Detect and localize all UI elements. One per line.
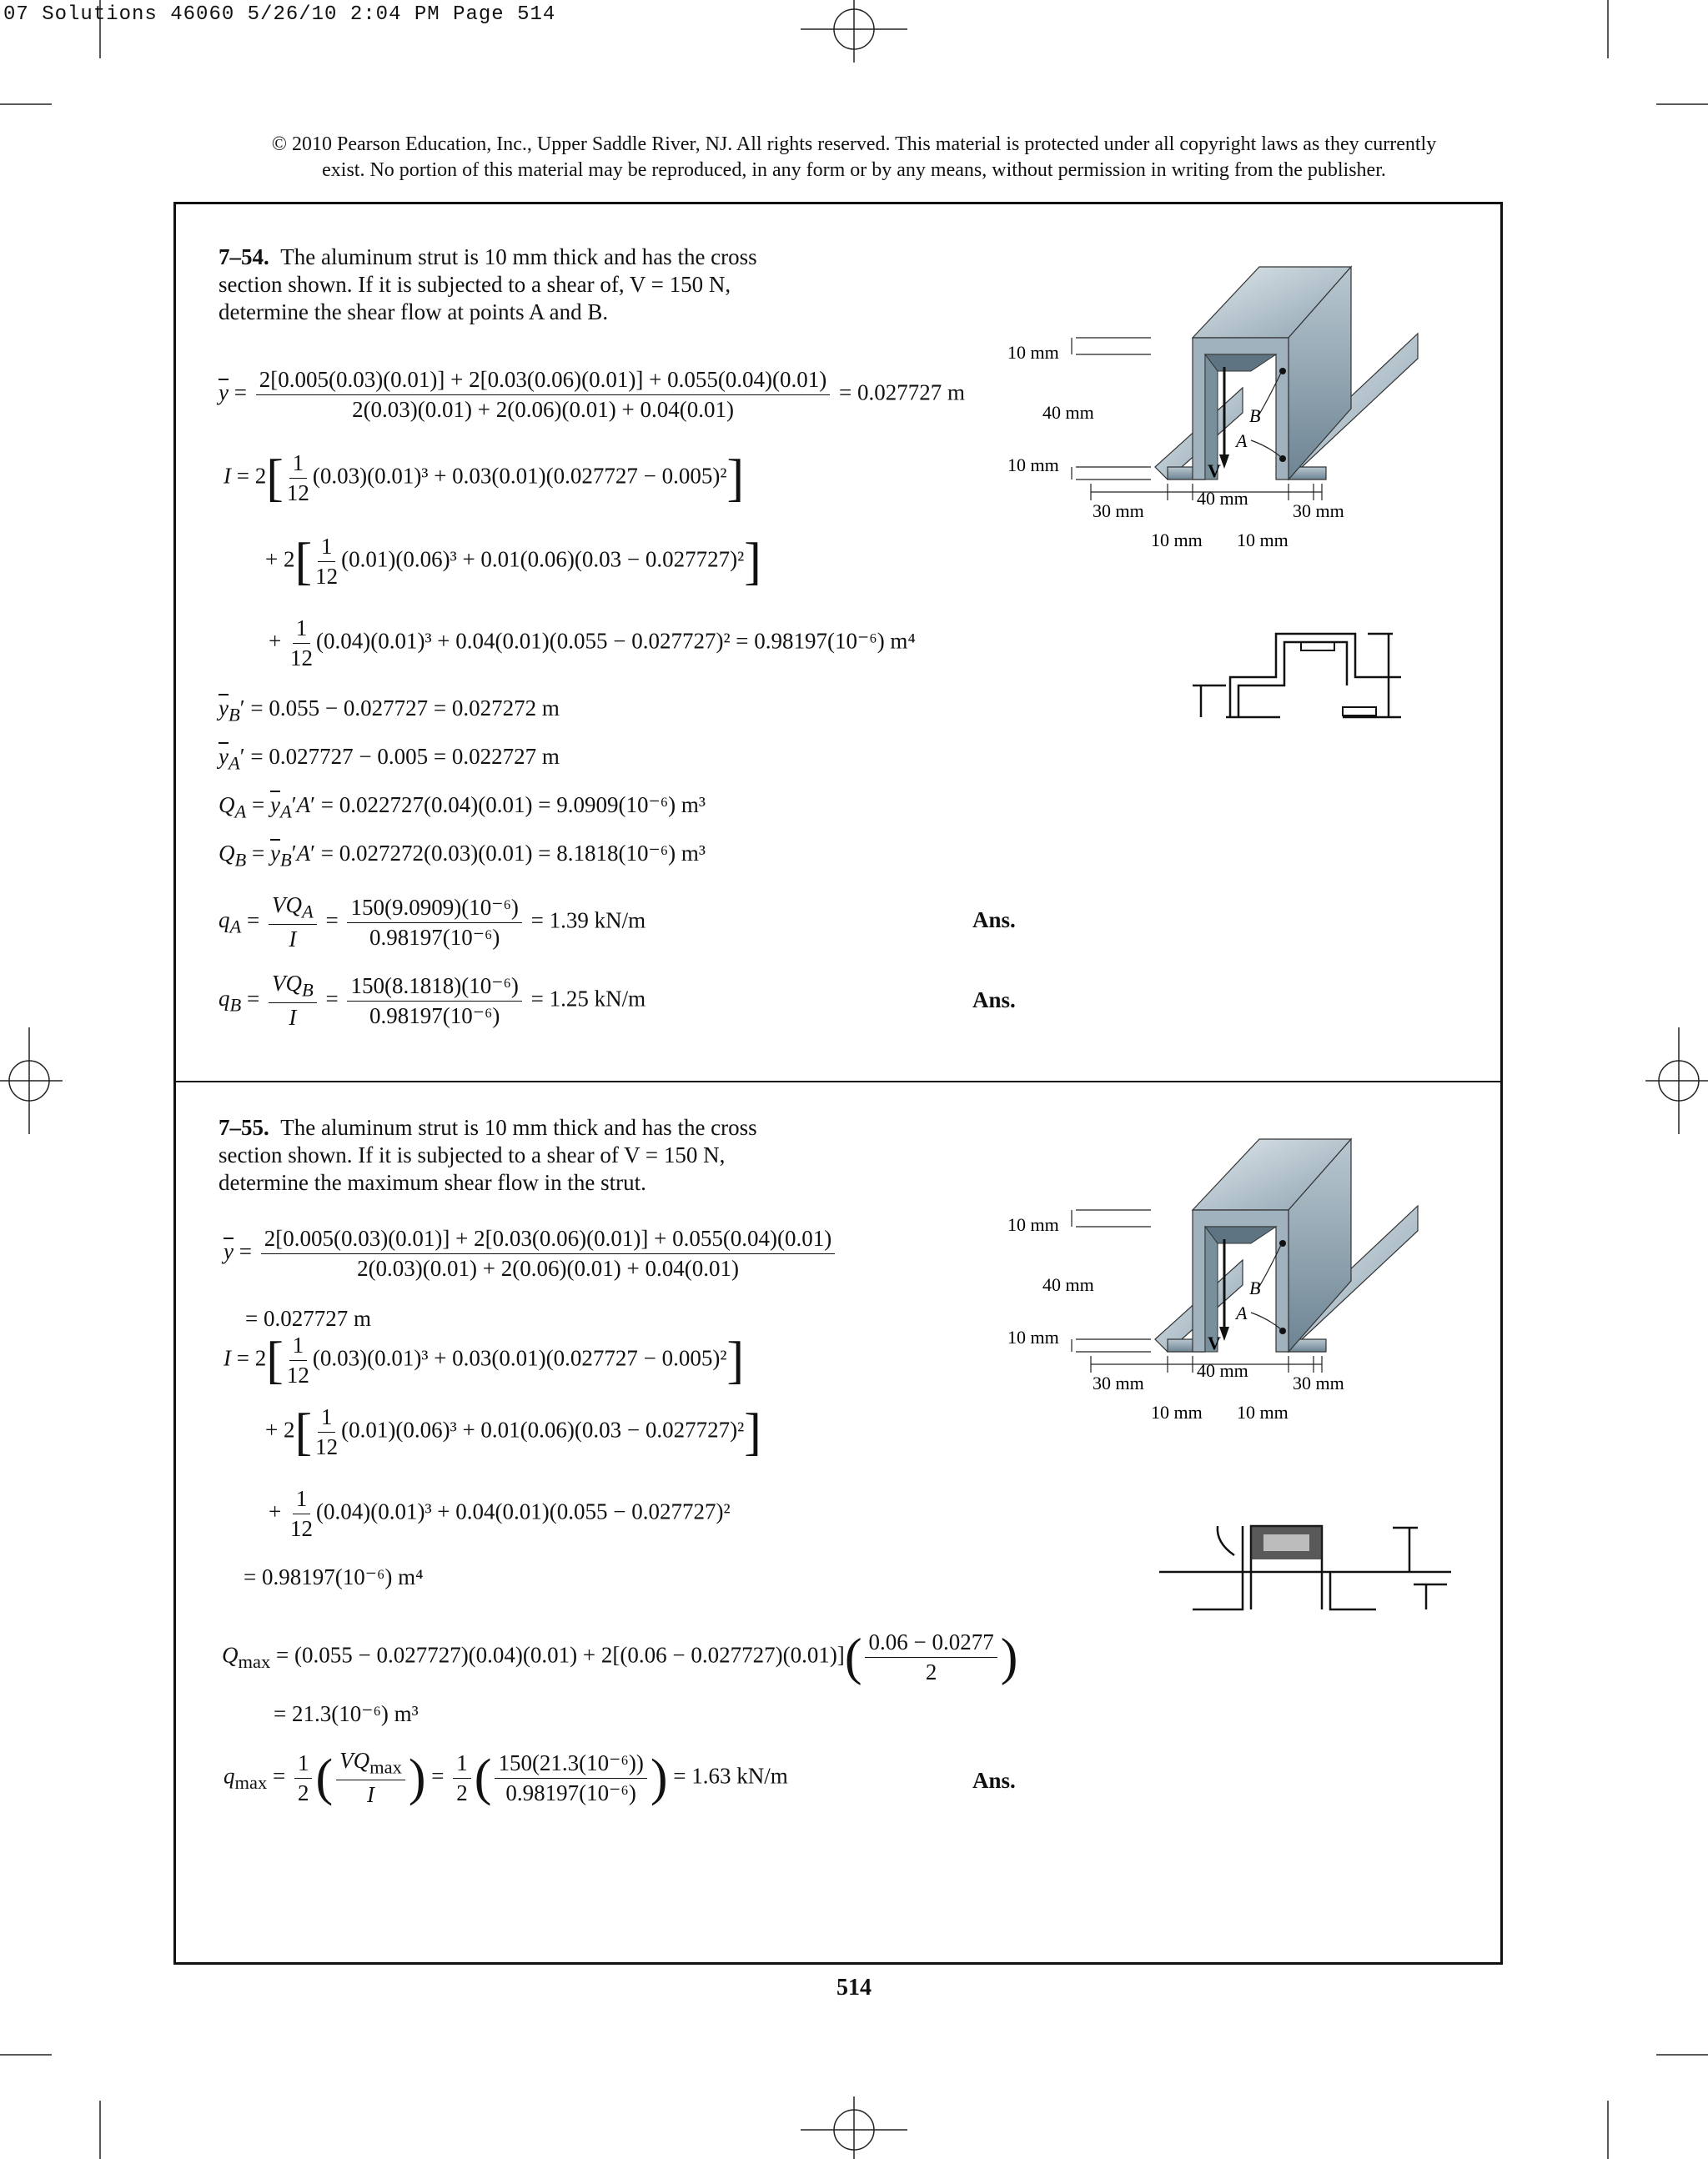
print-slug: 07 Solutions 46060 5/26/10 2:04 PM Page 514 (3, 3, 556, 26)
p55-I-term-3: (0.04)(0.01)³ + 0.04(0.01)(0.055 − 0.027727)² (315, 1499, 731, 1524)
problem-54-statement (219, 244, 757, 326)
p54-ybar-numerator: 2[0.005(0.03)(0.01)] + 2[0.03(0.06)(0.01)] + 0.055(0.04)(0.01) (256, 367, 831, 395)
p54-yA-line: $\overline{y}_A' = 0.027727 - 0.005 = 0.022727$ m (219, 744, 560, 774)
p54-qA-line: $q_A$ = $\frac{VQ_A}{I}$ = $\frac{\text{150(9.0909)(10⁻⁶)}}{\text{0.98197(10⁻⁶)}}$ = 1.39 kN/m (219, 892, 646, 952)
fig55-dim-10mm-top: 10 mm (1007, 1214, 1059, 1235)
problem-55-line-2: section shown. If it is subjected to a shear of V = 150 N, (219, 1142, 726, 1167)
fig55-dim-40mm-mid: 40 mm (1197, 1360, 1248, 1381)
problem-55-statement (219, 1114, 757, 1197)
p54-qB-denominator: 0.98197(10⁻⁶) (369, 1002, 500, 1028)
p55-Qmax-frac-numerator: 0.06 − 0.0277 (865, 1629, 997, 1658)
p54-yB-value: = 0.055 − 0.027727 = 0.027272 m (250, 695, 560, 721)
p54-ybar-equation: $\overline{y}$ = 2[0.005(0.03)(0.01)] + 2[0.03(0.06)(0.01)] + 0.055(0.04)(0.01) 2(0.03)(0.01) + 2(0.06)(0.01) + 0.04(0.01) = 0.027727 m (219, 367, 966, 422)
p54-QB-value: = 0.027272(0.03)(0.01) = 8.1818(10⁻⁶) m³ (320, 841, 706, 866)
p55-qmax-denominator: 0.98197(10⁻⁶) (505, 1780, 636, 1805)
fig54-dim-40mm-side: 40 mm (1042, 402, 1094, 423)
fig55-label-A: A (1236, 1303, 1248, 1323)
p54-ybar-denominator: 2(0.03)(0.01) + 2(0.06)(0.01) + 0.04(0.01) (352, 397, 734, 422)
problem-54-number: 7–54. (219, 244, 269, 269)
problem-divider (173, 1081, 1503, 1082)
p54-I-term-3: (0.04)(0.01)³ + 0.04(0.01)(0.055 − 0.027727)² = 0.98197(10⁻⁶) m⁴ (315, 628, 916, 654)
fig54-dim-10mm-a: 10 mm (1151, 530, 1203, 550)
problem-55-line-3: determine the maximum shear flow in the strut. (219, 1170, 646, 1195)
fig55-label-B: B (1249, 1278, 1261, 1298)
hand-sketch-54 (1176, 625, 1426, 734)
p55-ybar-numerator: 2[0.005(0.03)(0.01)] + 2[0.03(0.06)(0.01)] + 0.055(0.04)(0.01) (261, 1226, 836, 1254)
p55-qmax-result: = 1.63 kN/m (673, 1763, 788, 1789)
page-number: 514 (836, 1975, 872, 2001)
p55-qmax-line: $q_{max}$ = $\frac{1}{2}$ ( $\frac{VQ_{max}}{I}$ ) = $\frac{1}{2}$ ( $\frac{\text{150(21.3(10⁻⁶))}}{\text{0.98197(10⁻⁶)}}$ ) = 1.63 kN/m (224, 1748, 788, 1808)
fig54-label-A: A (1236, 430, 1248, 451)
p55-I-line-1: I = 2[ $\frac{1}{12}$ (0.03)(0.01)³ + 0.03(0.01)(0.027727 − 0.005)²] (224, 1332, 745, 1389)
fig54-label-V: V (1208, 460, 1221, 481)
fig54-dim-30mm-right: 30 mm (1293, 500, 1344, 521)
fig55-dim-30mm-right: 30 mm (1293, 1373, 1344, 1393)
fig55-label-V: V (1208, 1333, 1221, 1353)
p54-qA-answer-label: Ans. (972, 907, 1016, 932)
copyright-line-2: exist. No portion of this material may be reproduced, in any form or by any means, without permission in writing from the publisher. (322, 159, 1386, 181)
p55-Qmax-line: $Q_{max} = (0.055 - 0.027727)(0.04)(0.01) + 2[(0.06 - 0.027727)(0.01)]$( $\frac{0.06 - 0.0277}{2}$ ) (222, 1629, 1018, 1686)
p54-I-line-2: + 2[ $\frac{1}{12}$ (0.01)(0.06)³ + 0.01(0.06)(0.03 − 0.027727)²] (265, 533, 761, 590)
fig54-label-B: B (1249, 405, 1261, 426)
p55-I-term-1: (0.03)(0.01)³ + 0.03(0.01)(0.027727 − 0.005)² (312, 1345, 727, 1371)
p55-I-line-3: + $\frac{1}{12}$ (0.04)(0.01)³ + 0.04(0.01)(0.055 − 0.027727)² (269, 1486, 731, 1541)
p54-qB-numerator: 150(8.1818)(10⁻⁶) (347, 973, 521, 1002)
p55-ybar-denominator: 2(0.03)(0.01) + 2(0.06)(0.01) + 0.04(0.01) (357, 1256, 739, 1281)
p54-qA-denominator: 0.98197(10⁻⁶) (369, 924, 500, 950)
fig54-dim-10mm-bottom: 10 mm (1007, 454, 1059, 475)
p55-Qmax-frac-denominator: 2 (925, 1659, 937, 1685)
p55-qmax-answer-label: Ans. (972, 1768, 1016, 1793)
p55-I-line-2: + 2[ $\frac{1}{12}$ (0.01)(0.06)³ + 0.01(0.06)(0.03 − 0.027727)²] (265, 1403, 761, 1461)
fig55-dim-30mm-left: 30 mm (1093, 1373, 1144, 1393)
problem-54-line-1: The aluminum strut is 10 mm thick and has the cross (280, 244, 757, 269)
problem-55-line-1: The aluminum strut is 10 mm thick and has the cross (280, 1115, 757, 1140)
p55-qmax-numerator: 150(21.3(10⁻⁶)) (495, 1750, 646, 1779)
p54-I-line-1: I = 2[ $\frac{1}{12}$ (0.03)(0.01)³ + 0.03(0.01)(0.027727 − 0.005)²] (224, 449, 745, 507)
p54-yB-line: $\overline{y}_B' = 0.055 - 0.027727 = 0.027272$ m (219, 695, 560, 726)
p55-I-result: = 0.98197(10⁻⁶) m⁴ (244, 1564, 424, 1589)
fig54-dim-10mm-top: 10 mm (1007, 342, 1059, 363)
p54-qB-answer-label: Ans. (972, 987, 1016, 1012)
problem-54-line-3: determine the shear flow at points A and B. (219, 299, 609, 324)
p55-Qmax-expression: = (0.055 − 0.027727)(0.04)(0.01) + 2[(0.06 − 0.027727)(0.01)] (276, 1642, 845, 1668)
p54-QA-value: = 0.022727(0.04)(0.01) = 9.0909(10⁻⁶) m³ (320, 792, 706, 817)
fig55-dim-40mm-side: 40 mm (1042, 1274, 1094, 1295)
problem-55-number: 7–55. (219, 1115, 269, 1140)
p54-I-term-2: (0.01)(0.06)³ + 0.01(0.06)(0.03 − 0.027727)² (341, 546, 745, 572)
p54-ybar-result: = 0.027727 m (839, 379, 966, 405)
p54-I-line-3: + $\frac{1}{12}$ (0.04)(0.01)³ + 0.04(0.01)(0.055 − 0.027727)² = 0.98197(10⁻⁶) m⁴ (269, 615, 916, 670)
fig54-dim-30mm-left: 30 mm (1093, 500, 1144, 521)
copyright-notice (0, 132, 1708, 183)
problem-54-line-2: section shown. If it is subjected to a shear of, V = 150 N, (219, 272, 731, 297)
p54-QA-line: $Q_A = \overline{y}_A'A' = 0.022727(0.04)(0.01) = 9.0909(10^{-6})$ m³ (219, 792, 706, 822)
p55-Qmax-result: = 21.3(10⁻⁶) m³ (274, 1701, 419, 1726)
fig55-dim-10mm-a: 10 mm (1151, 1402, 1203, 1423)
fig55-dim-10mm-b: 10 mm (1237, 1402, 1289, 1423)
hand-sketch-55 (1159, 1493, 1459, 1618)
fig55-dim-10mm-bottom: 10 mm (1007, 1327, 1059, 1348)
p55-I-term-2: (0.01)(0.06)³ + 0.01(0.06)(0.03 − 0.027727)² (341, 1417, 745, 1443)
fig54-dim-10mm-b: 10 mm (1237, 530, 1289, 550)
p54-qB-line: $q_B$ = $\frac{VQ_B}{I}$ = $\frac{\text{150(8.1818)(10⁻⁶)}}{\text{0.98197(10⁻⁶)}}$ = 1.25 kN/m (219, 971, 646, 1031)
p54-qA-numerator: 150(9.0909)(10⁻⁶) (347, 895, 521, 923)
strut-figure-54 (1001, 242, 1501, 559)
strut-figure-55 (1001, 1114, 1501, 1431)
p55-ybar-equation: $\overline{y}$ = 2[0.005(0.03)(0.01)] + 2[0.03(0.06)(0.01)] + 0.055(0.04)(0.01) 2(0.03)(0.01) + 2(0.06)(0.01) + 0.04(0.01) (224, 1226, 838, 1282)
fig54-dim-40mm-mid: 40 mm (1197, 488, 1248, 509)
p54-qB-result: = 1.25 kN/m (530, 986, 646, 1012)
p54-yA-value: = 0.027727 − 0.005 = 0.022727 m (250, 744, 560, 769)
p54-qA-result: = 1.39 kN/m (530, 907, 646, 933)
copyright-line-1: © 2010 Pearson Education, Inc., Upper Saddle River, NJ. All rights reserved. This material is protected under all copyright laws as they currently (271, 133, 1437, 155)
p55-ybar-result: = 0.027727 m (245, 1306, 371, 1331)
p54-I-term-1: (0.03)(0.01)³ + 0.03(0.01)(0.027727 − 0.005)² (312, 463, 727, 489)
p54-QB-line: $Q_B = \overline{y}_B'A' = 0.027272(0.03)(0.01) = 8.1818(10^{-6})$ m³ (219, 841, 706, 871)
